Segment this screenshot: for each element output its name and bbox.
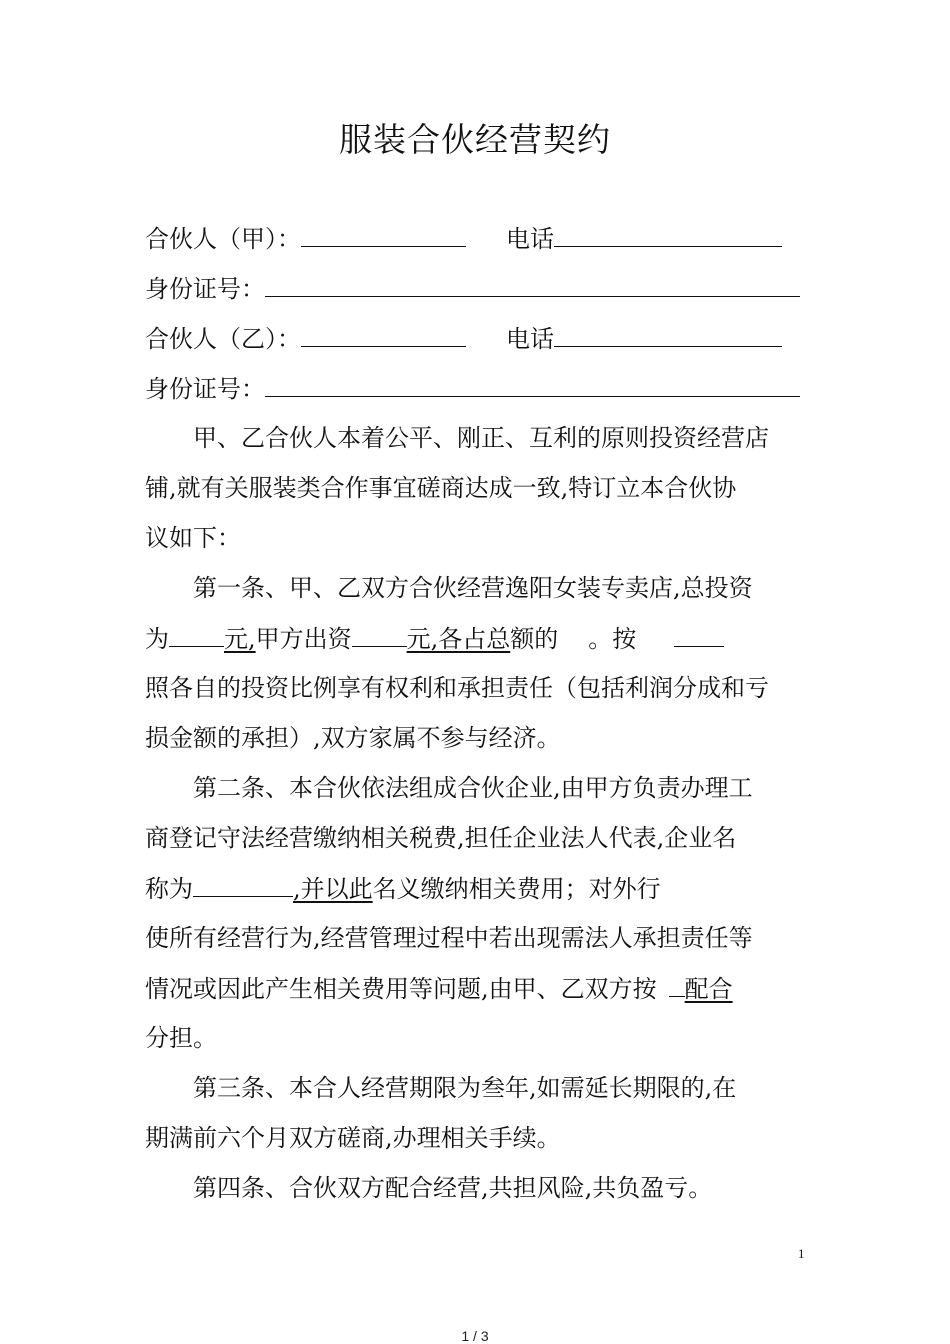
article-2-line-6: 分担。 (145, 1024, 217, 1052)
partner-b-label: 合伙人（乙）： (145, 325, 301, 353)
phone-a-blank (554, 218, 782, 247)
article-1-line-2: 为 元,甲方出资 元,各占总额的 。按 (145, 618, 815, 658)
partner-b-row (145, 318, 815, 358)
id-b-label: 身份证号： (145, 375, 265, 403)
article-2-line-2: 商登记守法经营缴纳相关税费,担任企业法人代表,企业名 (145, 824, 737, 852)
article-2-line-4: 使所有经营行为,经营管理过程中若出现需法人承担责任等 (145, 924, 753, 952)
article-1-line-1: 第一条、甲、乙双方合伙经营逸阳女装专卖店,总投资 (193, 574, 753, 602)
ratio-blank (674, 618, 724, 647)
id-a-row (145, 268, 815, 308)
id-b-row (145, 368, 815, 408)
article-1-line-4: 损金额的承担）,双方家属不参与经济。 (145, 724, 561, 752)
article-1-line-3: 照各自的投资比例享有权利和承担责任（包括利润分成和亏 (145, 674, 769, 702)
page-number: 1 (798, 1246, 805, 1261)
partner-b-blank (301, 318, 466, 347)
id-a-blank (265, 268, 800, 297)
document-title: 服装合伙经营契约 (339, 120, 611, 159)
phone-b-label: 电话 (506, 325, 554, 353)
page-indicator: 1 / 3 (461, 1328, 489, 1344)
partner-a-blank (301, 218, 466, 247)
partner-a-row (145, 218, 815, 258)
intro-line-2: 铺,就有关服装类合作事宜磋商达成一致,特订立本合伙协 (145, 474, 737, 502)
company-name-blank (193, 868, 293, 897)
article-2-line-5: 情况或因此产生相关费用等问题,由甲、乙双方按 配合 (145, 968, 815, 1008)
partner-a-label: 合伙人（甲）： (145, 225, 301, 253)
id-b-blank (265, 368, 800, 397)
party-a-investment-blank (352, 618, 407, 647)
phone-a-label: 电话 (506, 225, 554, 253)
intro-line-3: 议如下： (145, 524, 241, 552)
intro-line-1: 甲、乙合伙人本着公平、刚正、互利的原则投资经营店 (193, 424, 769, 452)
article-2-line-3: 称为 ,并以此名义缴纳相关费用；对外行 (145, 868, 815, 908)
id-a-label: 身份证号： (145, 275, 265, 303)
article-2-line-1: 第二条、本合伙依法组成合伙企业,由甲方负责办理工 (193, 774, 753, 802)
phone-b-blank (554, 318, 782, 347)
article-3-line-1: 第三条、本合人经营期限为叁年,如需延长期限的,在 (193, 1074, 737, 1102)
article-3-line-2: 期满前六个月双方磋商,办理相关手续。 (145, 1124, 561, 1152)
total-investment-blank (169, 618, 224, 647)
article-4-line-1: 第四条、合伙双方配合经营,共担风险,共负盈亏。 (193, 1174, 713, 1202)
